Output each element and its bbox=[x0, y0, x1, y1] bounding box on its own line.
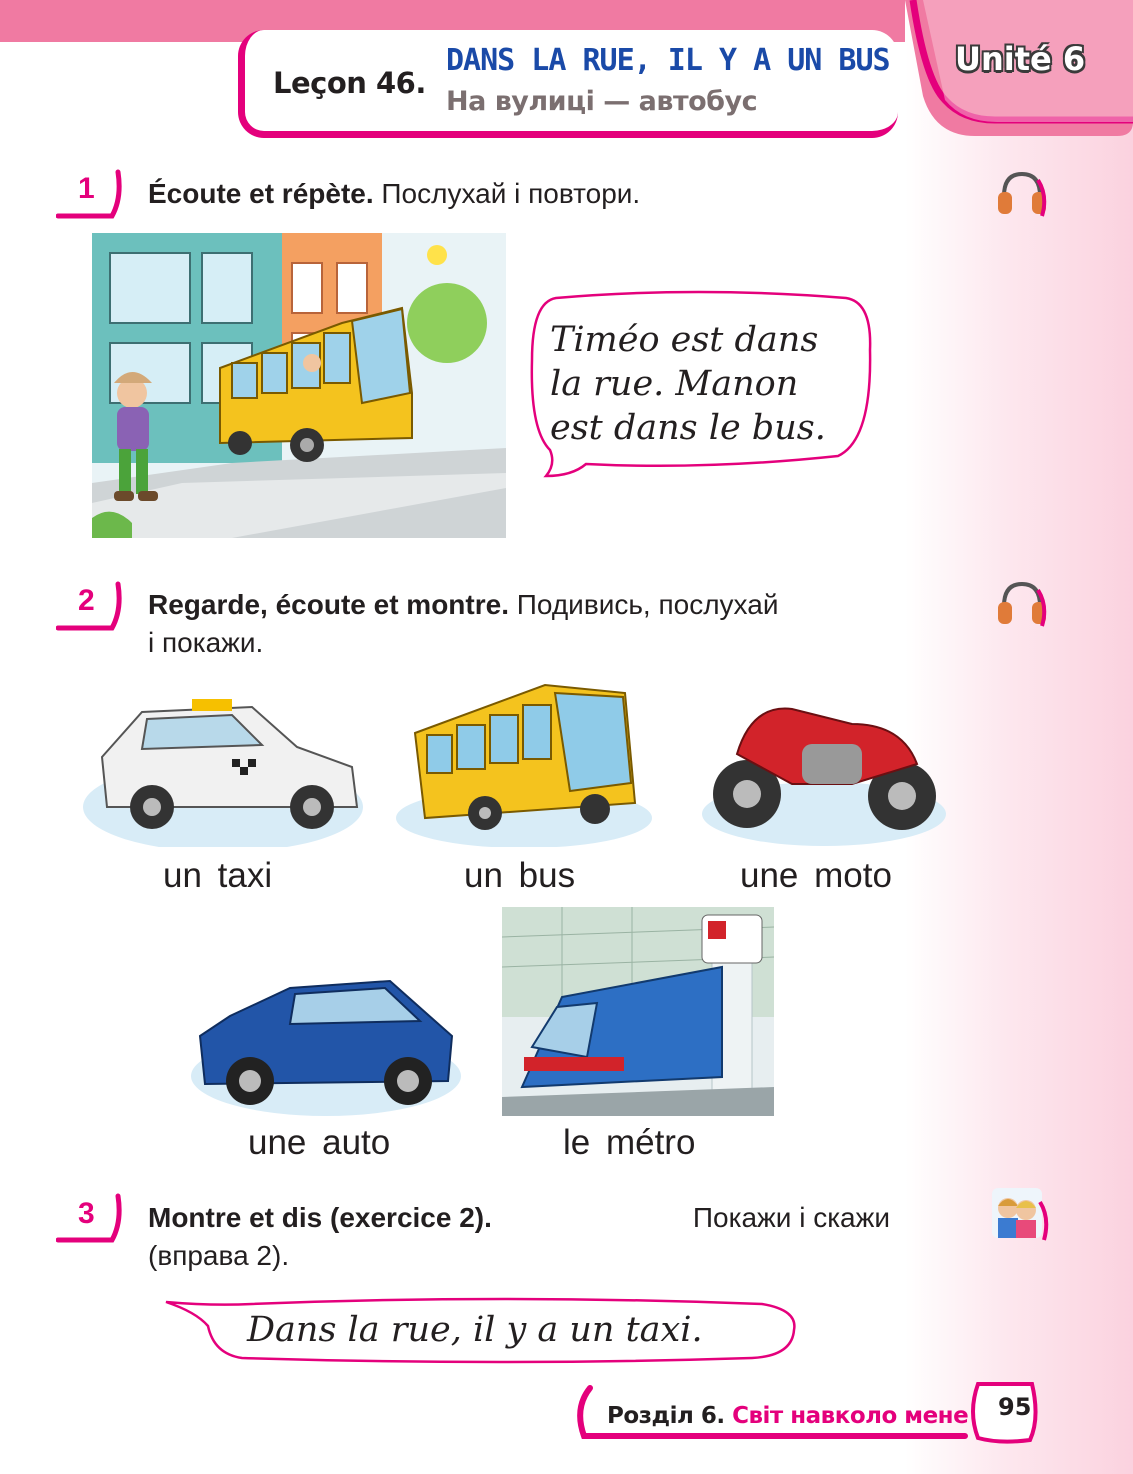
car-picture[interactable] bbox=[190, 966, 462, 1116]
speech-bubble-1-line-3: est dans le bus. bbox=[550, 408, 826, 448]
footer-section-label: Розділ 6. bbox=[607, 1403, 725, 1429]
speech-bubble-1-line-2: la rue. Manon bbox=[550, 364, 799, 404]
metro-picture[interactable] bbox=[502, 907, 774, 1116]
pair-work-icon[interactable] bbox=[992, 1188, 1050, 1246]
exercise-2-instruction-ua-2: і покажи. bbox=[148, 627, 264, 658]
vehicle-caption-moto: une moto bbox=[740, 856, 892, 895]
headphones-icon[interactable] bbox=[992, 166, 1050, 224]
motorcycle-picture[interactable] bbox=[702, 684, 947, 848]
lesson-title-ukrainian: На вулиці — автобус bbox=[446, 86, 758, 117]
vehicle-caption-auto: une auto bbox=[248, 1123, 391, 1162]
exercise-3-instruction-ua-2: (вправа 2). bbox=[148, 1240, 290, 1271]
exercise-3-instruction bbox=[148, 1199, 890, 1275]
footer-section-name: Світ навколо мене bbox=[732, 1403, 969, 1429]
vehicle-caption-metro: le métro bbox=[563, 1123, 696, 1162]
footer-section-title bbox=[607, 1403, 968, 1429]
lesson-title-french: DANS LA RUE, IL Y A UN BUS bbox=[446, 43, 890, 78]
exercise-1-instruction-fr: Écoute et répète. bbox=[148, 178, 374, 209]
lesson-number: Leçon 46. bbox=[273, 66, 426, 100]
speech-bubble-3-text: Dans la rue, il y a un taxi. bbox=[247, 1310, 703, 1350]
unit-badge: Unité 6 bbox=[955, 40, 1086, 78]
exercise-2-instruction-fr: Regarde, écoute et montre. bbox=[148, 589, 509, 620]
taxi-picture[interactable] bbox=[82, 687, 364, 847]
street-scene-illustration bbox=[92, 233, 506, 538]
exercise-3-instruction-fr: Montre et dis (exercice 2). bbox=[148, 1202, 492, 1233]
exercise-2-number: 2 bbox=[78, 584, 95, 617]
speech-bubble-1-text bbox=[550, 318, 826, 450]
exercise-2-instruction bbox=[148, 586, 778, 662]
exercise-3-instruction-ua-1: Покажи і скажи bbox=[692, 1202, 890, 1233]
exercise-1-instruction-ua: Послухай і повтори. bbox=[381, 178, 641, 209]
page-number: 95 bbox=[998, 1393, 1032, 1421]
exercise-2-instruction-ua-1: Подивись, послухай bbox=[516, 589, 779, 620]
bus-picture[interactable] bbox=[395, 673, 653, 847]
headphones-icon[interactable] bbox=[992, 576, 1050, 634]
vehicle-caption-bus: un bus bbox=[464, 856, 576, 895]
speech-bubble-1-line-1: Timéo est dans bbox=[550, 320, 819, 360]
exercise-3-number: 3 bbox=[78, 1197, 95, 1230]
exercise-1-instruction bbox=[148, 175, 640, 213]
exercise-1-number: 1 bbox=[78, 172, 95, 205]
vehicle-caption-taxi: un taxi bbox=[163, 856, 273, 895]
